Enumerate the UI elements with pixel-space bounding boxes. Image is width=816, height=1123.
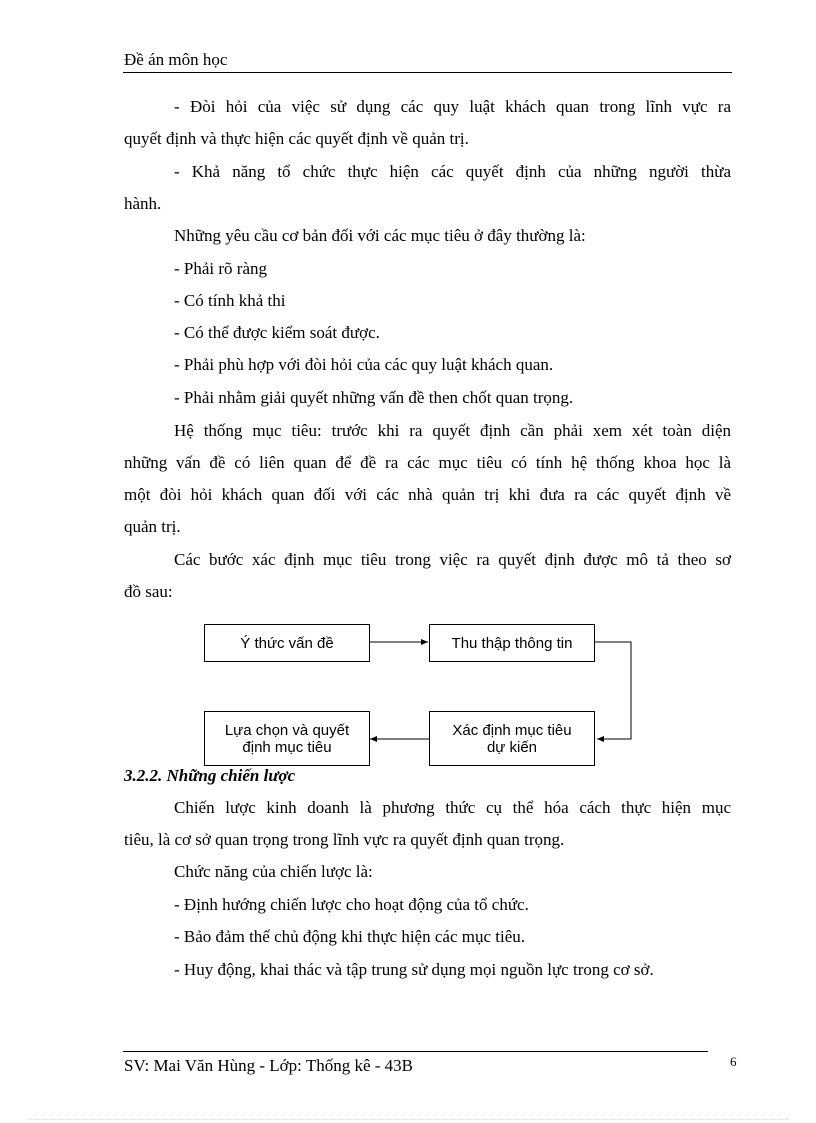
- page-header-title: Đề án môn học: [124, 50, 228, 69]
- list-item: - Bảo đảm thế chủ động khi thực hiện các mục tiêu.: [174, 927, 525, 946]
- list-item: - Phải rõ ràng: [174, 259, 268, 278]
- diagram-box-label: Lựa chọn và quyết: [224, 721, 350, 739]
- diagram-box-label: dự kiến: [486, 738, 538, 756]
- diagram-box-define-goals: [429, 711, 595, 766]
- list-item: - Có thể được kiểm soát được.: [174, 323, 380, 342]
- list-item: - Phải phù hợp với đòi hỏi của các quy luật khách quan.: [174, 355, 554, 374]
- paragraph-line: Các bước xác định mục tiêu trong việc ra quyết định được mô tả theo sơ: [174, 550, 731, 569]
- footer-divider: [123, 1051, 708, 1052]
- section-heading: 3.2.2. Những chiến lược: [124, 766, 296, 785]
- paragraph-line: - Đòi hỏi của việc sử dụng các quy luật khách quan trong lĩnh vực ra: [174, 97, 731, 116]
- diagram-box-select-goals: [204, 711, 370, 766]
- footer-author: SV: Mai Văn Hùng - Lớp: Thống kê - 43B: [124, 1056, 413, 1075]
- diagram-box-label: Xác định mục tiêu: [452, 721, 572, 739]
- paragraph-line: những vấn đề có liên quan để đề ra các mục tiêu có tính hệ thống khoa học là: [124, 453, 731, 472]
- paragraph-line: Những yêu cầu cơ bản đối với các mục tiêu ở đây thường là:: [174, 226, 586, 245]
- paragraph-line: quản trị.: [124, 517, 181, 536]
- list-item: - Phải nhằm giải quyết những vấn đề then chốt quan trọng.: [174, 388, 574, 407]
- page-edge: [28, 1119, 788, 1120]
- paragraph-line: đồ sau:: [124, 582, 173, 601]
- diagram-box-awareness: [204, 624, 370, 662]
- arrow-box2-to-box3: [595, 642, 631, 739]
- page-number: 6: [730, 1054, 737, 1069]
- list-item: - Có tính khả thi: [174, 291, 286, 310]
- diagram-box-label: Thu thập thông tin: [451, 634, 573, 652]
- paragraph-line: tiêu, là cơ sở quan trọng trong lĩnh vực ra quyết định quan trọng.: [124, 830, 565, 849]
- paragraph-line: hành.: [124, 194, 162, 213]
- paragraph-line: Hệ thống mục tiêu: trước khi ra quyết định cần phải xem xét toàn diện: [174, 421, 731, 440]
- diagram-box-label: Ý thức vấn đề: [240, 634, 334, 652]
- diagram-box-label: định mục tiêu: [242, 738, 332, 756]
- paragraph-line: - Khả năng tổ chức thực hiện các quyết định của những người thừa: [174, 162, 731, 181]
- paragraph-line: quyết định và thực hiện các quyết định về quản trị.: [124, 129, 469, 148]
- list-item: - Định hướng chiến lược cho hoạt động của tổ chức.: [174, 895, 529, 914]
- diagram-box-collect-info: [429, 624, 595, 662]
- paragraph-line: một đòi hỏi khách quan đối với các nhà quản trị khi đưa ra các quyết định về: [124, 485, 731, 504]
- list-item: - Huy động, khai thác và tập trung sử dụng mọi nguồn lực trong cơ sở.: [174, 960, 654, 979]
- paragraph-line: Chiến lược kinh doanh là phương thức cụ thể hóa cách thực hiện mục: [174, 798, 731, 817]
- paragraph-line: Chức năng của chiến lược là:: [174, 862, 373, 881]
